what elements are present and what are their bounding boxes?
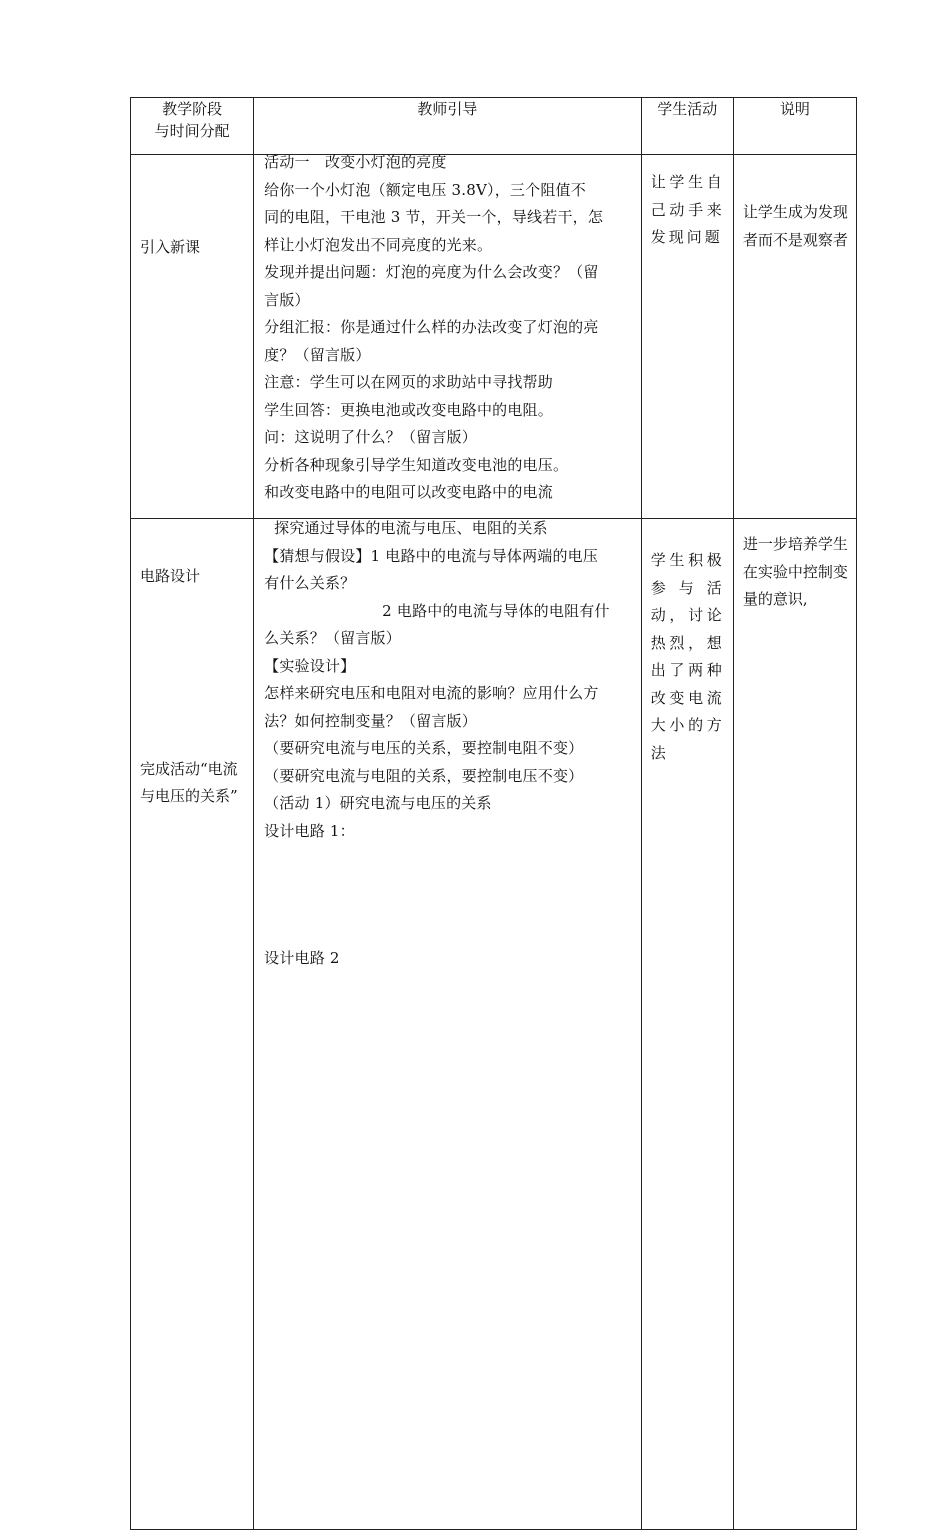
note-text: 让学生成为发现者而不是观察者 xyxy=(742,203,848,249)
teacher-line: （要研究电流与电压的关系，要控制电阻不变） xyxy=(264,739,584,757)
header-stage-line1: 教学阶段 xyxy=(162,100,223,118)
teacher-line: 样让小灯泡发出不同亮度的光来。 xyxy=(264,235,493,254)
teacher-line: 【实验设计】 xyxy=(264,656,356,675)
lesson-plan-page xyxy=(130,97,857,1530)
stage-cell xyxy=(131,519,254,1530)
circuit-2-label: 设计电路 2 xyxy=(264,949,340,967)
teacher-line: 同的电阻，干电池 3 节，开关一个，导线若干，怎 xyxy=(264,208,604,226)
teacher-line: 怎样来研究电压和电阻对电流的影响？应用什么方 xyxy=(264,684,599,702)
table-row xyxy=(131,155,857,519)
teacher-line: 法？如何控制变量？（留言版） xyxy=(264,711,477,730)
teacher-line: 注意：学生可以在网页的求助站中寻找帮助 xyxy=(264,373,553,391)
stage-cell xyxy=(131,155,254,519)
note-cell xyxy=(733,519,856,1530)
header-teacher: 教师引导 xyxy=(254,98,642,155)
table-row xyxy=(131,519,857,1530)
header-stage-line2: 与时间分配 xyxy=(154,122,230,140)
teacher-line: 给你一个小灯泡（额定电压 3.8V），三个阻值不 xyxy=(264,180,586,199)
teacher-line: 言版） xyxy=(264,290,310,309)
teacher-line: 探究通过导体的电流与电压、电阻的关系 xyxy=(274,519,548,537)
teacher-cell xyxy=(254,519,642,1530)
table-header-row xyxy=(131,98,857,155)
student-cell xyxy=(641,519,733,1530)
teacher-line: 活动一 改变小灯泡的亮度 xyxy=(264,153,447,171)
teacher-line: 发现并提出问题：灯泡的亮度为什么会改变？（留 xyxy=(264,263,599,281)
teacher-line: （活动 1）研究电流与电压的关系 xyxy=(264,794,492,812)
student-cell xyxy=(641,155,733,519)
teacher-line: 有什么关系？ xyxy=(264,574,356,592)
teacher-line: 度？（留言版） xyxy=(264,345,371,364)
stage-label-activity: 完成活动“电流与电压的关系” xyxy=(140,759,238,805)
teacher-line: （要研究电流与电阻的关系，要控制电压不变） xyxy=(264,766,584,785)
student-activity: 学生积极参与活动，讨论热烈，想出了两种改变电流大小的方法 xyxy=(650,551,725,762)
teacher-line: 2 电路中的电流与导体的电阻有什 xyxy=(382,601,610,620)
teacher-line: 分组汇报：你是通过什么样的办法改变了灯泡的亮 xyxy=(264,318,599,336)
note-text: 进一步培养学生在实验中控制变量的意识, xyxy=(742,535,848,608)
stage-label-circuit-design: 电路设计 xyxy=(140,567,201,585)
teacher-line: 【猜想与假设】1 电路中的电流与导体两端的电压 xyxy=(264,546,599,565)
header-note: 说明 xyxy=(733,98,856,155)
teacher-line: 分析各种现象引导学生知道改变电池的电压。 xyxy=(264,455,569,474)
student-activity: 让学生自己动手来发现问题 xyxy=(650,173,725,246)
note-cell xyxy=(733,155,856,519)
stage-label: 引入新课 xyxy=(140,238,201,256)
header-student: 学生活动 xyxy=(641,98,733,155)
teacher-line: 设计电路 1： xyxy=(264,821,355,840)
teacher-line: 么关系？（留言版） xyxy=(264,629,401,647)
teacher-cell xyxy=(254,155,642,519)
lesson-plan-table xyxy=(130,97,857,1530)
teacher-line: 问：这说明了什么？（留言版） xyxy=(264,428,477,446)
teacher-line: 和改变电路中的电阻可以改变电路中的电流 xyxy=(264,483,553,501)
header-stage xyxy=(131,98,254,155)
teacher-line: 学生回答：更换电池或改变电路中的电阻。 xyxy=(264,400,553,419)
